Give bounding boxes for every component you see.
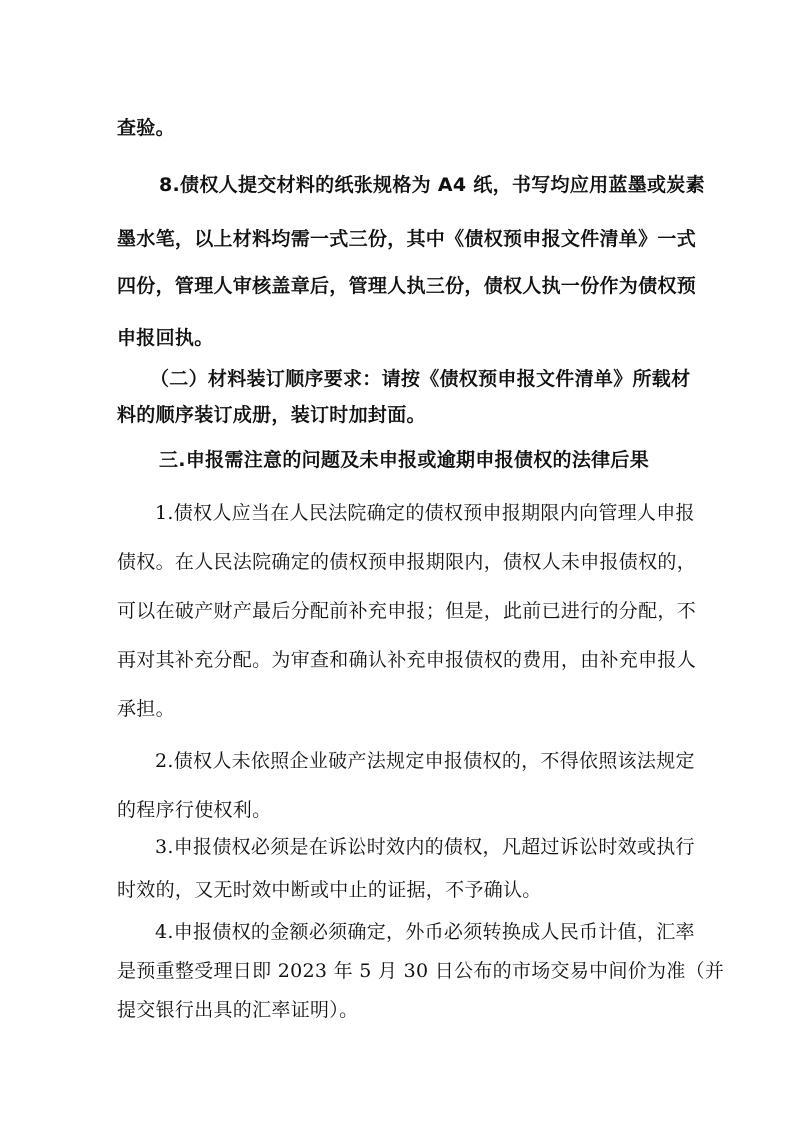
paragraph-8-line-2: 墨水笔，以上材料均需一式三份，其中《债权预申报文件清单》一式 bbox=[117, 228, 697, 250]
paragraph-8-line-3: 四份，管理人审核盖章后，管理人执三份，债权人执一份作为债权预 bbox=[117, 275, 697, 297]
section-3-heading: 三.申报需注意的问题及未申报或逾期申报债权的法律后果 bbox=[159, 449, 650, 471]
item-1-line-4: 再对其补充分配。为审查和确认补充申报债权的费用，由补充申报人 bbox=[117, 649, 697, 671]
item-1-line-3: 可以在破产财产最后分配前补充申报；但是，此前已进行的分配，不 bbox=[117, 600, 697, 622]
paragraph-8-line-1: 8.债权人提交材料的纸张规格为 A4 纸，书写均应用蓝墨或炭素 bbox=[159, 174, 705, 196]
item-2-line-1: 2.债权人未依照企业破产法规定申报债权的，不得依照该法规定 bbox=[155, 750, 695, 772]
item-1-line-2: 债权。在人民法院确定的债权预申报期限内，债权人未申报债权的， bbox=[117, 551, 697, 573]
item-4-line-1: 4.申报债权的金额必须确定，外币必须转换成人民币计值，汇率 bbox=[155, 921, 695, 943]
item-3-line-2: 时效的，又无时效中断或中止的证据，不予确认。 bbox=[117, 879, 542, 901]
item-1-line-5: 承担。 bbox=[117, 698, 175, 720]
subsection-2-line-2: 料的顺序装订成册，装订时加封面。 bbox=[117, 404, 426, 426]
subsection-2-line-1: （二）材料装订顺序要求：请按《债权预申报文件清单》所载材 bbox=[150, 368, 691, 390]
item-4-line-3: 提交银行出具的汇率证明）。 bbox=[117, 999, 359, 1021]
paragraph-8-line-4: 申报回执。 bbox=[117, 327, 214, 349]
paragraph-7-tail: 查验。 bbox=[117, 117, 175, 139]
item-4-line-2: 是预重整受理日即 2023 年 5 月 30 日公布的市场交易中间价为准（并 bbox=[117, 960, 725, 982]
item-3-line-1: 3.申报债权必须是在诉讼时效内的债权，凡超过诉讼时效或执行 bbox=[155, 836, 695, 858]
item-1-line-1: 1.债权人应当在人民法院确定的债权预申报期限内向管理人申报 bbox=[155, 502, 695, 524]
item-2-line-2: 的程序行使权利。 bbox=[117, 799, 272, 821]
